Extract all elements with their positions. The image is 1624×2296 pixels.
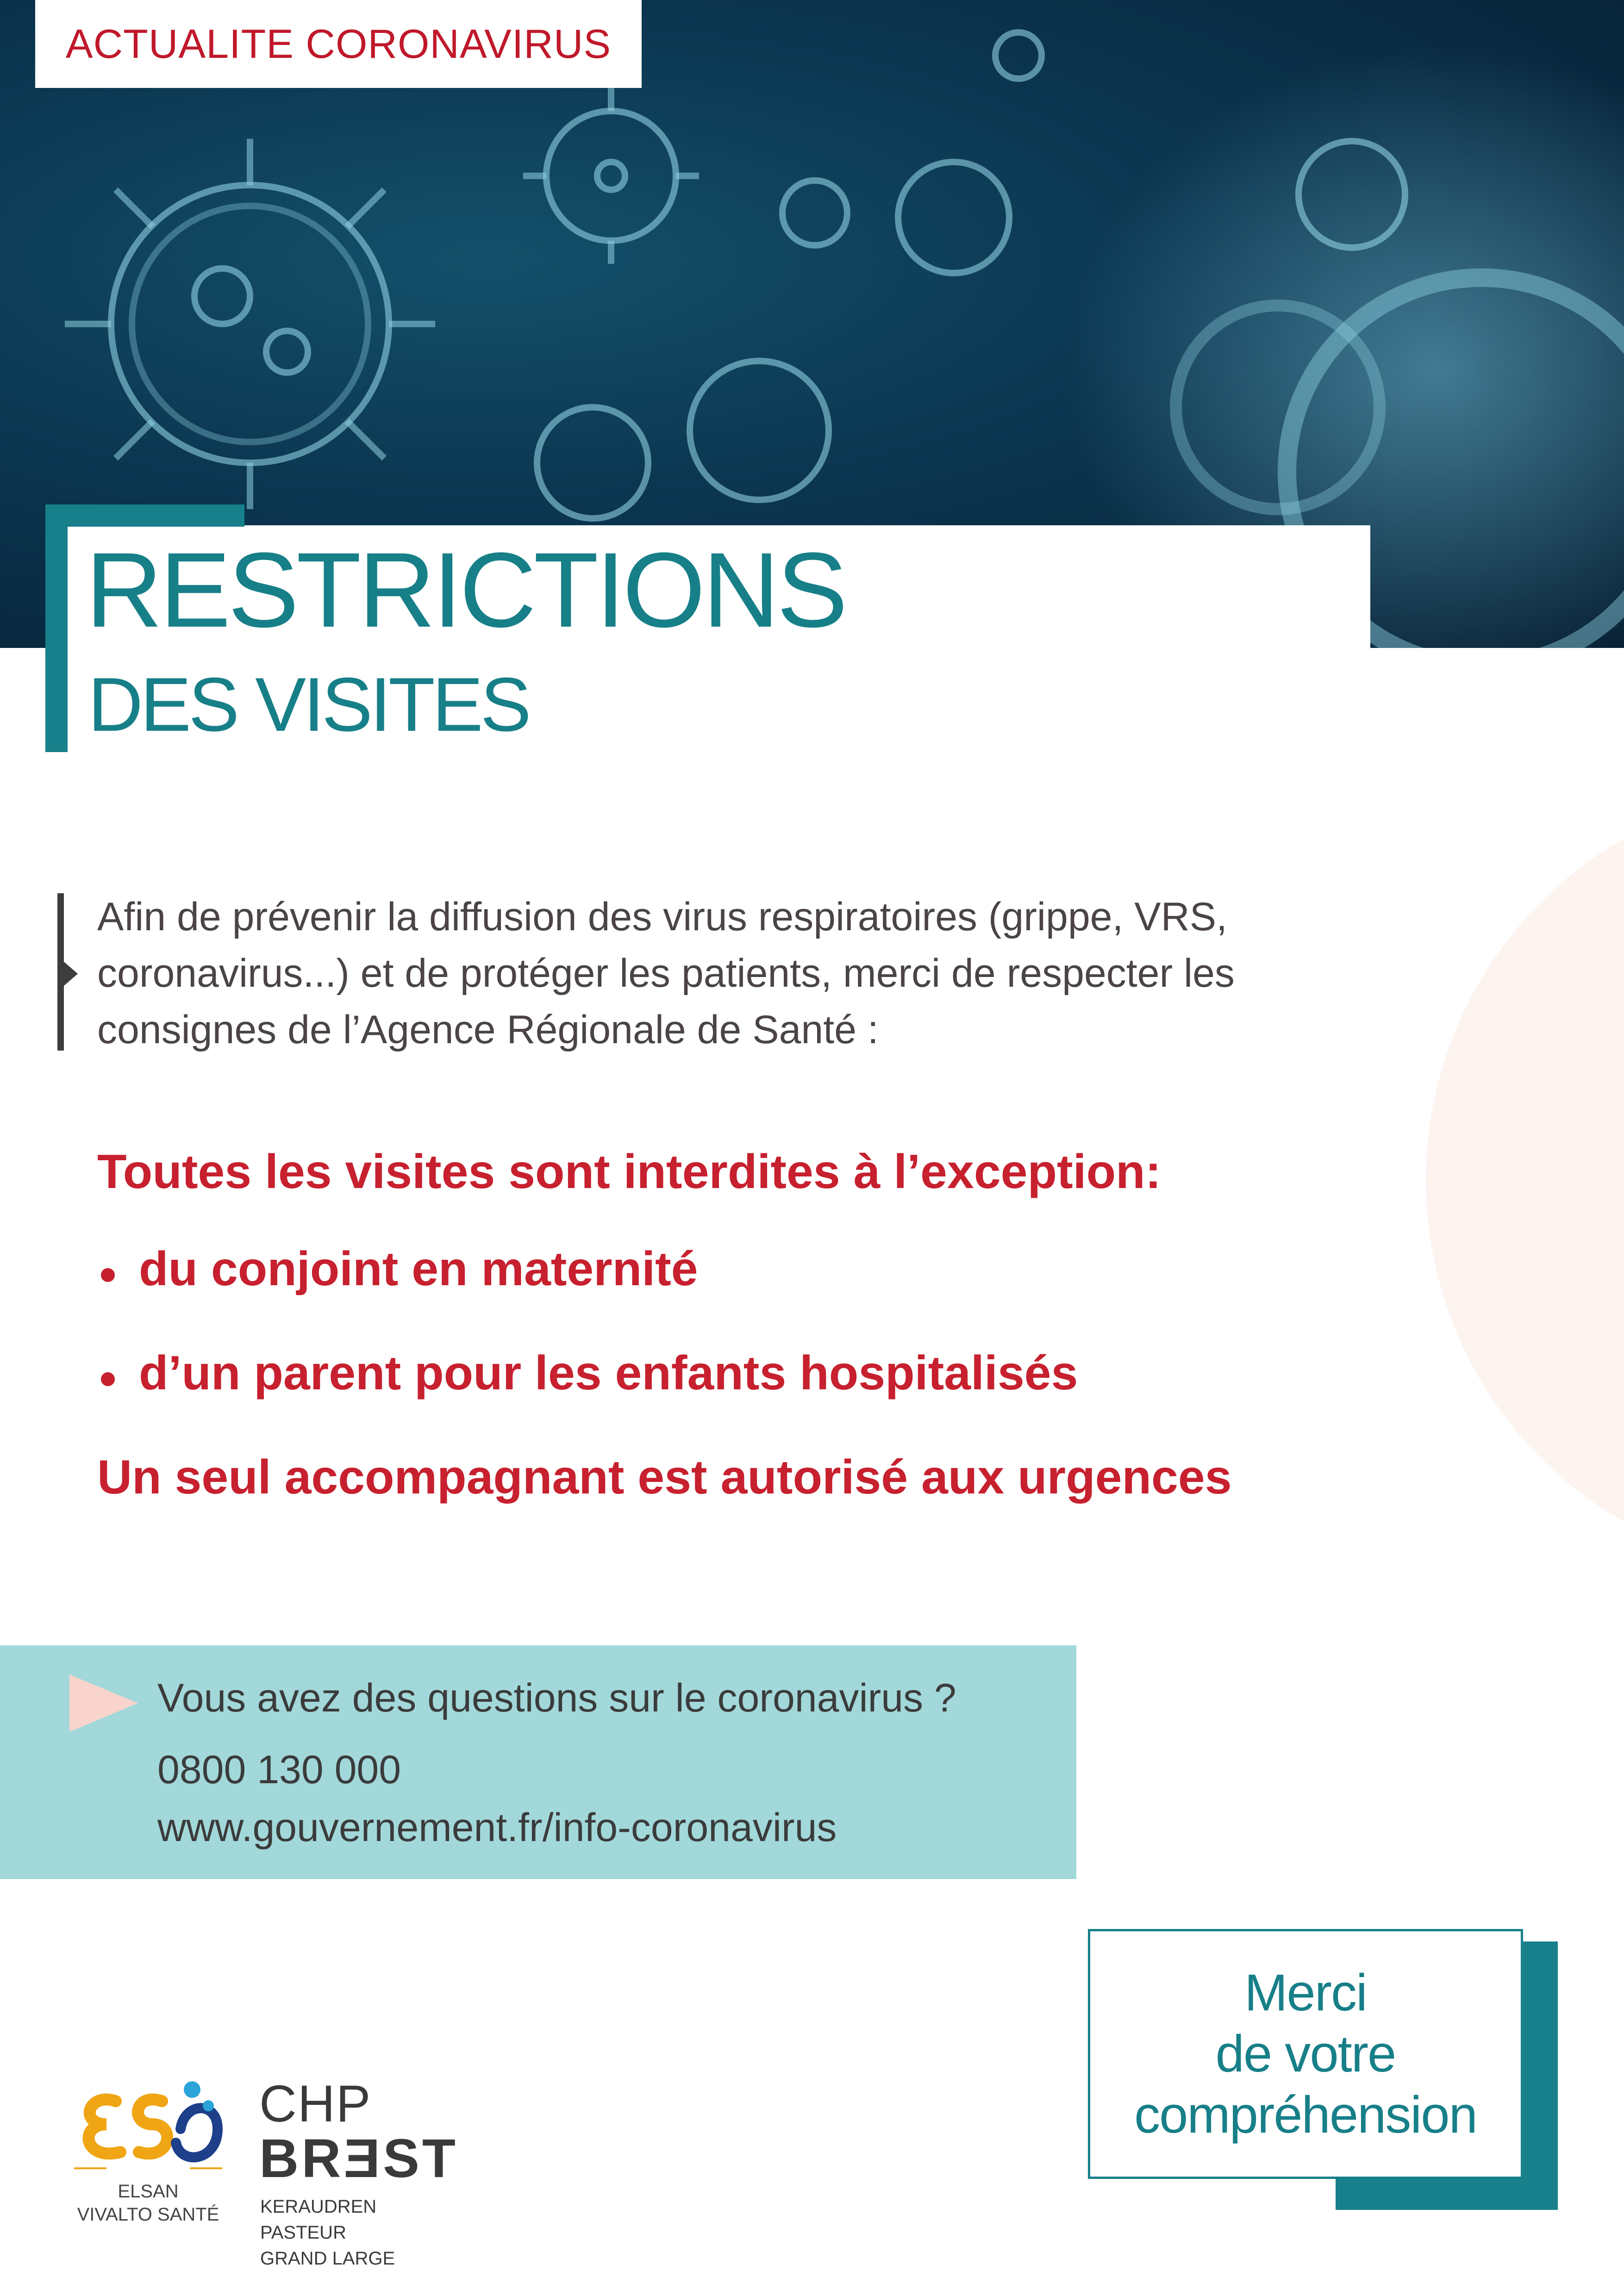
info-url[interactable]: www.gouvernement.fr/info-coronavirus bbox=[157, 1805, 837, 1850]
decorative-circle bbox=[1426, 787, 1624, 1574]
elsan-subname: VIVALTO SANTÉ bbox=[77, 2204, 219, 2225]
rules-bullet: d’un parent pour les enfants hospitalisés bbox=[139, 1346, 1078, 1400]
thanks-line: de votre bbox=[1215, 2025, 1396, 2083]
hospital-site: GRAND LARGE bbox=[260, 2248, 395, 2269]
bullet-dot bbox=[101, 1268, 115, 1282]
thanks-line: Merci bbox=[1244, 1964, 1367, 2022]
thanks-line: compréhension bbox=[1134, 2086, 1477, 2144]
page-subtitle: DES VISITES bbox=[88, 662, 529, 747]
rules-bullet: du conjoint en maternité bbox=[139, 1242, 698, 1296]
title-accent-bar-top bbox=[45, 504, 244, 527]
chp-logo-text: CHP bbox=[259, 2075, 372, 2133]
hospital-site: KERAUDREN bbox=[260, 2196, 377, 2217]
intro-line: Afin de prévenir la diffusion des virus respiratoires (grippe, VRS, bbox=[97, 895, 1228, 939]
title-accent-bar bbox=[45, 504, 68, 752]
rules-heading: Toutes les visites sont interdites à l’exception: bbox=[97, 1145, 1162, 1199]
bullet-dot bbox=[101, 1372, 115, 1386]
intro-line: coronavirus...) et de protéger les patients, merci de respecter les bbox=[97, 951, 1235, 996]
rules-footer: Un seul accompagnant est autorisé aux urgences bbox=[97, 1450, 1232, 1504]
info-question: Vous avez des questions sur le coronavirus ? bbox=[157, 1676, 956, 1720]
category-tag-label: ACTUALITE CORONAVIRUS bbox=[65, 21, 612, 67]
intro-paragraph bbox=[97, 889, 1440, 1058]
elsan-name: ELSAN bbox=[118, 2181, 179, 2202]
brest-logo-text: BRƎST bbox=[259, 2128, 458, 2189]
hospital-site: PASTEUR bbox=[260, 2222, 346, 2243]
info-phone[interactable]: 0800 130 000 bbox=[157, 1748, 401, 1792]
thanks-box bbox=[1088, 1929, 1523, 2179]
intro-line: consignes de l’Agence Régionale de Santé : bbox=[97, 1008, 879, 1052]
intro-arrow-icon bbox=[64, 962, 78, 986]
elsan-logo-icon bbox=[69, 2073, 227, 2175]
elsan-caption bbox=[69, 2180, 227, 2226]
category-tag bbox=[35, 0, 642, 88]
hospital-sites bbox=[260, 2194, 395, 2271]
page-title: RESTRICTIONS bbox=[86, 530, 845, 649]
play-arrow-icon bbox=[69, 1674, 138, 1732]
intro-accent-bar bbox=[57, 893, 64, 1051]
